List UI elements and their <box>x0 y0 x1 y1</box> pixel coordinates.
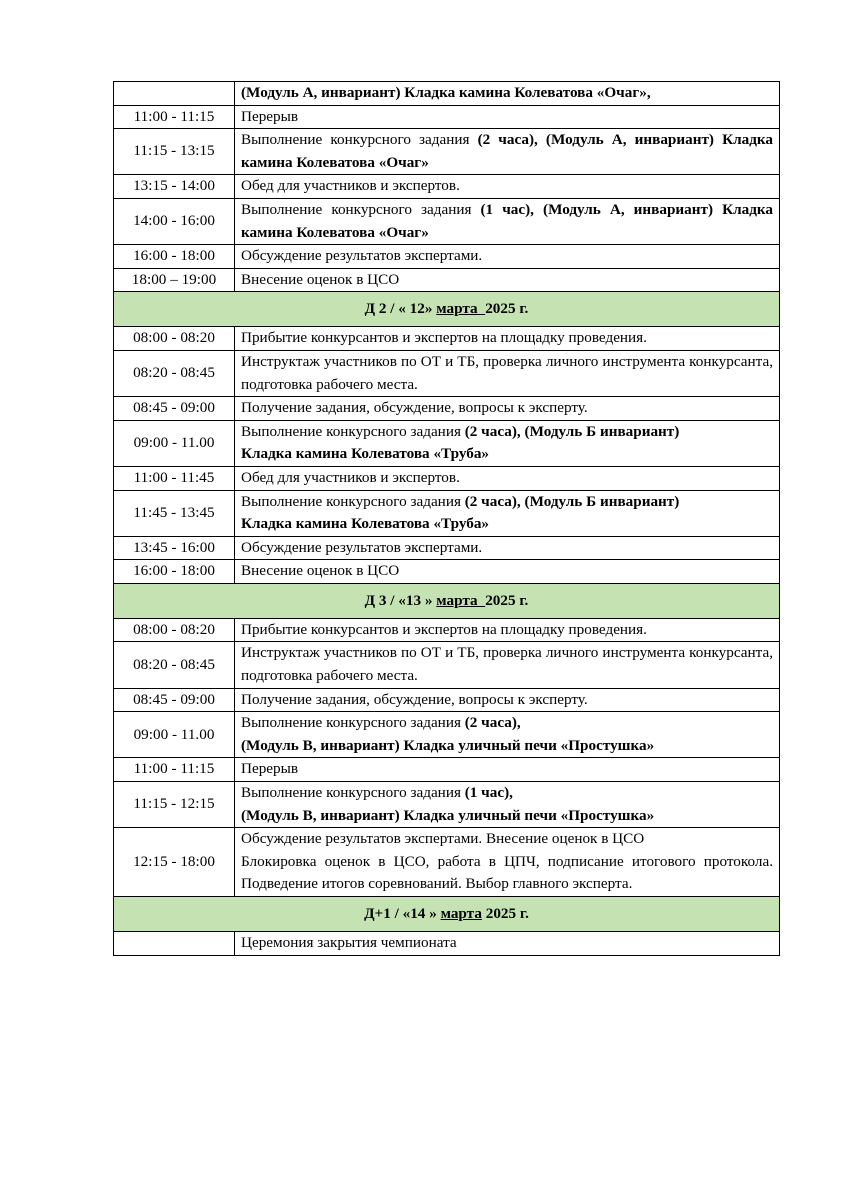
schedule-row <box>114 245 780 269</box>
activity-cell <box>235 268 780 292</box>
schedule-row <box>114 932 780 956</box>
activity-cell <box>235 618 780 642</box>
day-header-text: Д 2 / « 12» <box>364 300 437 318</box>
time-cell: 11:00 - 11:15 <box>114 105 235 129</box>
activity-cell <box>235 466 780 490</box>
activity-cell <box>235 82 780 106</box>
schedule-row <box>114 466 780 490</box>
activity-text: Прибытие конкурсантов и экспертов на площадку проведения. <box>241 329 647 347</box>
activity-text: (Модуль В, инвариант) Кладка уличный печи «Простушка» <box>241 736 655 754</box>
activity-text: Блокировка оценок в ЦСО, работа в ЦПЧ, подписание итогового протокола. Подведение итогов соревнований. Выбор главного эксперта. <box>241 852 773 893</box>
day-header-text: Д+1 / «14 » <box>364 904 441 922</box>
activity-cell <box>235 712 780 758</box>
day-header-text: 2025 г. <box>481 904 529 922</box>
activity-cell <box>235 129 780 175</box>
day-header-row <box>114 897 780 932</box>
activity-text: (2 часа), (Модуль А, инвариант) Кладка камина Колеватова «Очаг» <box>241 131 773 171</box>
time-cell: 11:00 - 11:45 <box>114 466 235 490</box>
time-cell: 16:00 - 18:00 <box>114 560 235 584</box>
schedule-row <box>114 560 780 584</box>
day-header <box>114 292 780 327</box>
activity-cell <box>235 327 780 351</box>
day-header-text: 2025 г. <box>485 591 529 609</box>
time-cell: 08:45 - 09:00 <box>114 397 235 421</box>
activity-text: (2 часа), <box>464 714 521 732</box>
activity-cell <box>235 758 780 782</box>
schedule-row <box>114 536 780 560</box>
schedule-row <box>114 105 780 129</box>
activity-text: Внесение оценок в ЦСО <box>241 562 400 580</box>
activity-text: Выполнение конкурсного задания <box>241 131 478 149</box>
activity-text: Выполнение конкурсного задания <box>241 714 465 732</box>
activity-text: Прибытие конкурсантов и экспертов на площадку проведения. <box>241 620 647 638</box>
activity-text: Кладка камина Колеватова «Труба» <box>241 515 490 533</box>
time-cell: 08:00 - 08:20 <box>114 618 235 642</box>
day-header-text: Д 3 / «13 » <box>364 591 437 609</box>
time-cell: 11:15 - 13:15 <box>114 129 235 175</box>
activity-cell <box>235 560 780 584</box>
time-cell: 08:45 - 09:00 <box>114 688 235 712</box>
day-header <box>114 583 780 618</box>
activity-text: Выполнение конкурсного задания <box>241 200 481 218</box>
day-header-text: марта <box>440 904 482 922</box>
activity-cell <box>235 932 780 956</box>
day-header <box>114 897 780 932</box>
time-cell: 11:15 - 12:15 <box>114 782 235 828</box>
time-cell: 14:00 - 16:00 <box>114 198 235 244</box>
schedule-row <box>114 350 780 396</box>
activity-text: Перерыв <box>241 760 299 778</box>
schedule-row <box>114 268 780 292</box>
activity-cell <box>235 642 780 688</box>
activity-text: (1 час), (Модуль А, инвариант) Кладка камина Колеватова «Очаг» <box>241 200 774 241</box>
schedule-row <box>114 688 780 712</box>
activity-text: Обед для участников и экспертов. <box>241 468 460 486</box>
activity-text: Получение задания, обсуждение, вопросы к эксперту. <box>241 399 588 417</box>
activity-cell <box>235 490 780 536</box>
activity-cell <box>235 420 780 466</box>
activity-text: Выполнение конкурсного задания <box>241 784 465 802</box>
time-cell: 08:00 - 08:20 <box>114 327 235 351</box>
activity-cell <box>235 397 780 421</box>
activity-text: Перерыв <box>241 107 299 125</box>
schedule-row <box>114 642 780 688</box>
schedule-row <box>114 758 780 782</box>
time-cell <box>114 82 235 106</box>
schedule-row <box>114 82 780 106</box>
day-header-text: 2025 г. <box>485 300 529 318</box>
activity-text: (Модуль А, инвариант) Кладка камина Колеватова «Очаг», <box>241 84 651 101</box>
activity-text: Получение задания, обсуждение, вопросы к эксперту. <box>241 690 588 708</box>
time-cell: 18:00 – 19:00 <box>114 268 235 292</box>
activity-text: (2 часа), (Модуль Б инвариант) <box>464 492 680 510</box>
day-header-row <box>114 292 780 327</box>
activity-text: Кладка камина Колеватова «Труба» <box>241 445 490 463</box>
activity-text: Инструктаж участников по ОТ и ТБ, проверка личного инструмента конкурсанта, подготовка рабочего места. <box>241 352 773 393</box>
day-header-row <box>114 583 780 618</box>
schedule-row <box>114 828 780 897</box>
time-cell: 13:15 - 14:00 <box>114 175 235 199</box>
activity-cell <box>235 536 780 560</box>
schedule-row <box>114 198 780 244</box>
activity-cell <box>235 350 780 396</box>
activity-cell <box>235 245 780 269</box>
activity-cell <box>235 828 780 897</box>
schedule-row <box>114 782 780 828</box>
activity-text: Инструктаж участников по ОТ и ТБ, проверка личного инструмента конкурсанта, подготовка рабочего места. <box>241 644 773 685</box>
activity-text: Выполнение конкурсного задания <box>241 492 465 510</box>
activity-cell <box>235 782 780 828</box>
activity-text: Выполнение конкурсного задания <box>241 422 465 440</box>
time-cell: 11:45 - 13:45 <box>114 490 235 536</box>
activity-cell <box>235 688 780 712</box>
activity-cell <box>235 105 780 129</box>
activity-text: Обсуждение результатов экспертами. <box>241 247 483 265</box>
time-cell: 12:15 - 18:00 <box>114 828 235 897</box>
activity-text: Внесение оценок в ЦСО <box>241 270 400 288</box>
day-header-text: марта <box>436 300 486 318</box>
schedule-body <box>114 82 780 956</box>
schedule-row <box>114 712 780 758</box>
schedule-row <box>114 420 780 466</box>
day-header-text: марта <box>436 591 486 609</box>
activity-text: (Модуль В, инвариант) Кладка уличный печи «Простушка» <box>241 806 655 824</box>
time-cell: 16:00 - 18:00 <box>114 245 235 269</box>
time-cell: 09:00 - 11.00 <box>114 712 235 758</box>
time-cell: 11:00 - 11:15 <box>114 758 235 782</box>
schedule-row <box>114 618 780 642</box>
schedule-row <box>114 175 780 199</box>
activity-cell <box>235 198 780 244</box>
activity-text: (2 часа), (Модуль Б инвариант) <box>464 422 680 440</box>
activity-text: Обсуждение результатов экспертами. <box>241 538 483 556</box>
activity-cell <box>235 175 780 199</box>
time-cell <box>114 932 235 956</box>
activity-text: (1 час), <box>464 784 513 802</box>
schedule-table <box>113 81 780 956</box>
activity-text: Обед для участников и экспертов. <box>241 177 460 195</box>
schedule-row <box>114 490 780 536</box>
time-cell: 08:20 - 08:45 <box>114 350 235 396</box>
activity-text: Обсуждение результатов экспертами. Внесение оценок в ЦСО <box>241 830 645 848</box>
schedule-row <box>114 129 780 175</box>
activity-text: Церемония закрытия чемпионата <box>241 934 457 951</box>
schedule-row <box>114 327 780 351</box>
time-cell: 08:20 - 08:45 <box>114 642 235 688</box>
time-cell: 13:45 - 16:00 <box>114 536 235 560</box>
time-cell: 09:00 - 11.00 <box>114 420 235 466</box>
schedule-row <box>114 397 780 421</box>
